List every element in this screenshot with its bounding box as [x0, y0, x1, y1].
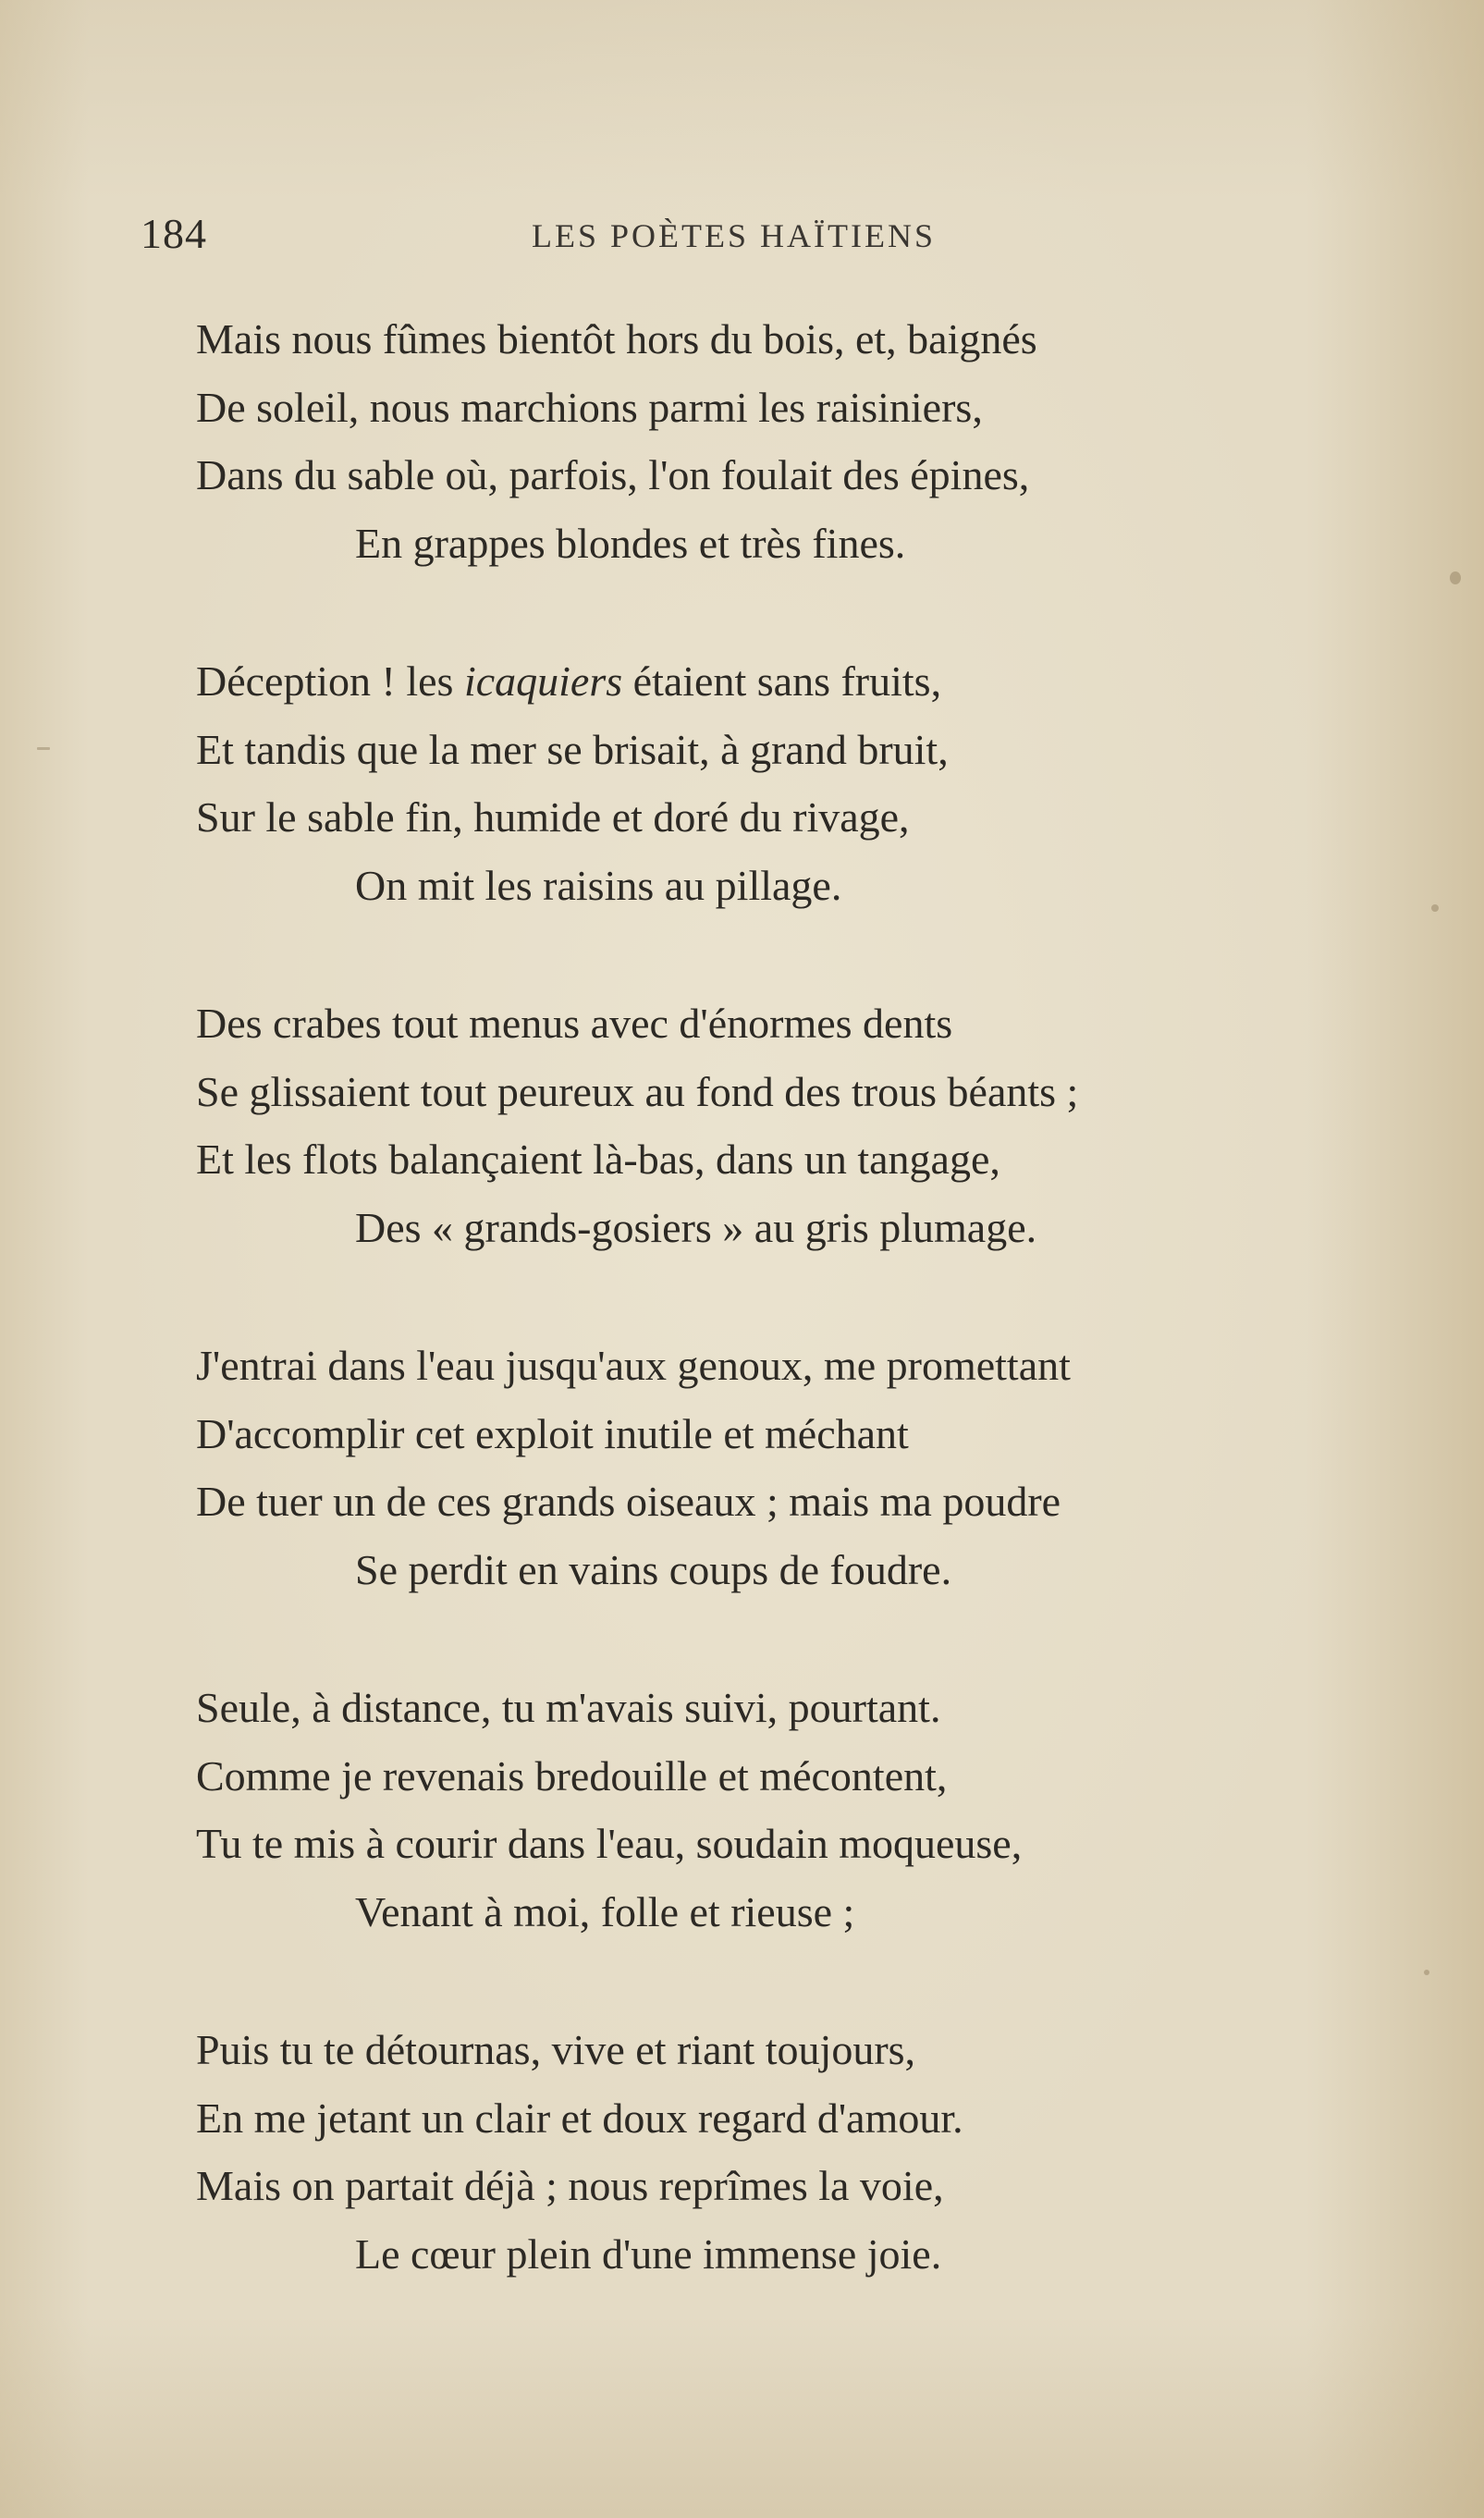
- paper-speck: [1424, 1970, 1429, 1975]
- stanza-4: [196, 1332, 1417, 1603]
- paper-speck: [1450, 571, 1461, 584]
- verse-text: Déception ! les: [196, 657, 464, 705]
- verse-text: étaient sans fruits,: [622, 657, 942, 705]
- stanza-3: [196, 989, 1417, 1261]
- running-head: LES POÈTES HAÏTIENS: [532, 217, 936, 254]
- verse-line-indented: Des « grands-gosiers » au gris plumage.: [355, 1203, 1037, 1251]
- verse-line: Et les flots balançaient là-bas, dans un tangage,: [196, 1136, 1000, 1183]
- verse-line: De tuer un de ces grands oiseaux ; mais ma poudre: [196, 1478, 1061, 1525]
- verse-line-indented: Venant à moi, folle et rieuse ;: [355, 1887, 855, 1935]
- verse-line: Comme je revenais bredouille et mécontent,: [196, 1751, 948, 1799]
- verse-line: De soleil, nous marchions parmi les raisiniers,: [196, 383, 983, 431]
- verse-line: Puis tu te détournas, vive et riant toujours,: [196, 2026, 916, 2073]
- verse-line: Tu te mis à courir dans l'eau, soudain moqueuse,: [196, 1820, 1023, 1867]
- verse-line: Mais nous fûmes bientôt hors du bois, et, baignés: [196, 315, 1037, 362]
- verse-line: Et tandis que la mer se brisait, à grand bruit,: [196, 725, 949, 773]
- italic-word: icaquiers: [463, 657, 623, 705]
- verse-line-indented: Se perdit en vains coups de foudre.: [355, 1545, 952, 1593]
- verse-line: D'accomplir cet exploit inutile et méchant: [196, 1409, 909, 1457]
- stanza-5: [196, 1674, 1417, 1946]
- verse-line-indented: Le cœur plein d'une immense joie.: [355, 2229, 942, 2278]
- verse-line: Des crabes tout menus avec d'énormes dents: [196, 1000, 953, 1047]
- page-number: 184: [141, 210, 207, 257]
- stanza-2: [196, 647, 1417, 919]
- verse-line: En me jetant un clair et doux regard d'amour.: [196, 2094, 963, 2142]
- verse-line: Dans du sable où, parfois, l'on foulait des épines,: [196, 451, 1030, 498]
- verse-line-indented: En grappes blondes et très fines.: [355, 519, 906, 567]
- page-header: [0, 209, 1484, 264]
- verse-line: [196, 647, 1417, 716]
- verse-line: Mais on partait déjà ; nous reprîmes la voie,: [196, 2162, 944, 2209]
- verse-line: J'entrai dans l'eau jusqu'aux genoux, me promettant: [196, 1342, 1071, 1389]
- paper-speck: [37, 747, 50, 750]
- stanza-1: [196, 305, 1417, 577]
- poem-body: [196, 305, 1417, 2358]
- verse-line: Se glissaient tout peureux au fond des trous béants ;: [196, 1067, 1079, 1115]
- stanza-6: [196, 2016, 1417, 2288]
- verse-line: Seule, à distance, tu m'avais suivi, pourtant.: [196, 1684, 941, 1731]
- verse-line: Sur le sable fin, humide et doré du rivage,: [196, 793, 910, 841]
- paper-speck: [1431, 904, 1439, 912]
- verse-line-indented: On mit les raisins au pillage.: [355, 861, 842, 909]
